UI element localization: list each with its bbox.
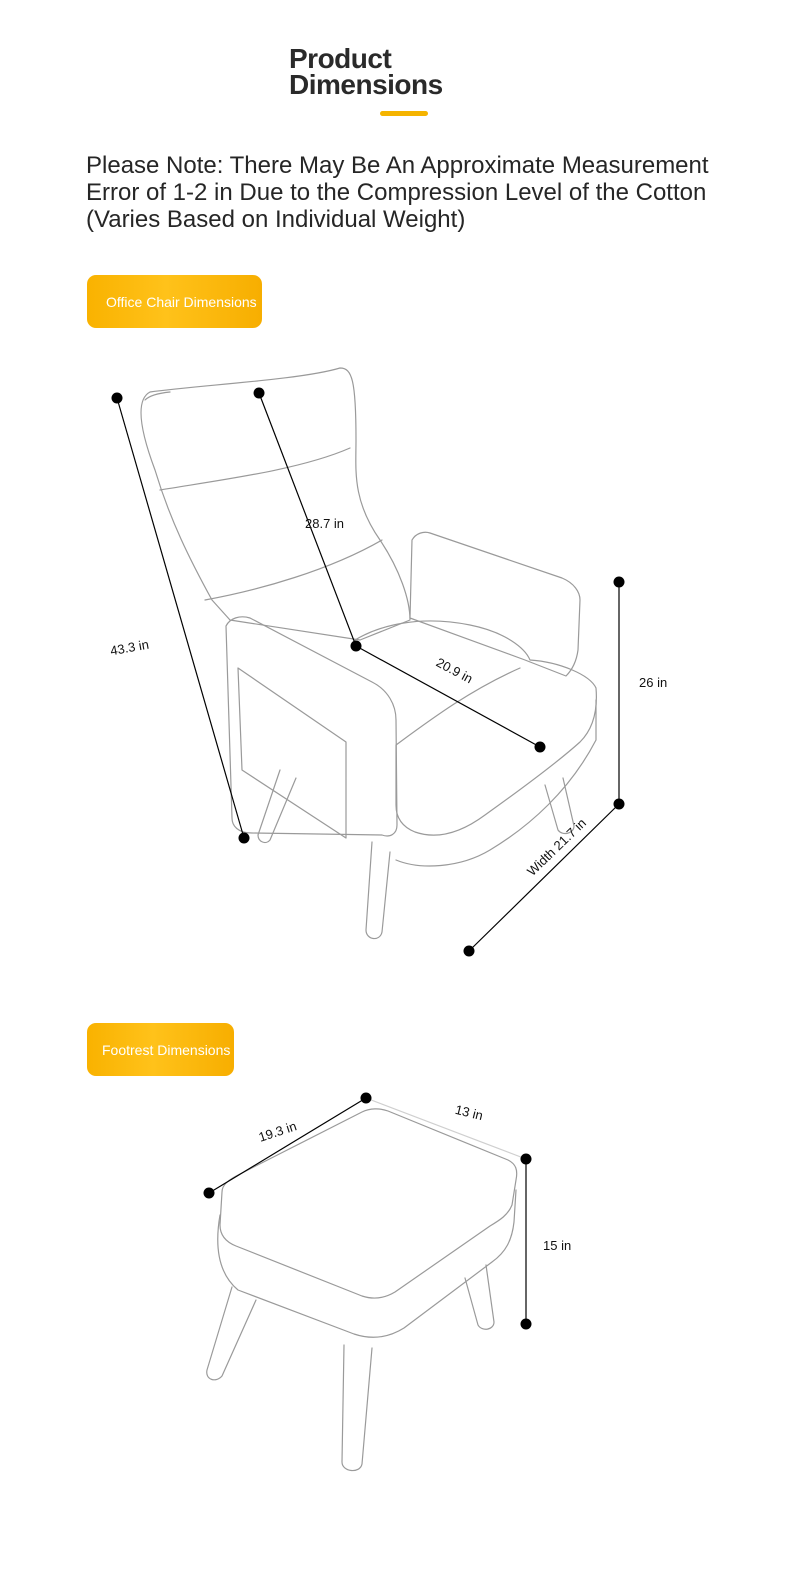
measure-dot — [614, 577, 625, 588]
chair-height-label: 43.3 in — [108, 636, 151, 659]
chair-left-armrest — [226, 617, 397, 836]
measure-dot — [521, 1319, 532, 1330]
chair-height-line — [117, 398, 244, 838]
measure-dot — [614, 799, 625, 810]
chair-seat-label: 20.9 in — [433, 654, 476, 687]
chair-arm-height-label: 26 in — [639, 675, 668, 690]
measure-dot — [254, 388, 265, 399]
measure-dot — [204, 1188, 215, 1199]
footrest-body — [218, 1190, 516, 1337]
measure-dot — [464, 946, 475, 957]
footrest-leg — [207, 1287, 256, 1380]
footrest-depth-line — [366, 1098, 526, 1159]
footrest-height-label: 15 in — [543, 1238, 572, 1253]
measure-dot — [535, 742, 546, 753]
footrest-depth-label: 13 in — [453, 1101, 485, 1124]
chair-backrest-outline — [141, 368, 410, 640]
footrest-section-label: Footrest Dimensions — [102, 1041, 231, 1058]
chair-leg — [258, 770, 296, 842]
chair-right-armrest — [410, 532, 580, 676]
footrest-section-badge — [87, 1023, 234, 1076]
chair-seat — [355, 621, 596, 835]
title-line-1: Product — [289, 43, 392, 74]
measure-dot — [112, 393, 123, 404]
footrest-length-line — [209, 1098, 366, 1193]
chair-leg — [366, 842, 390, 939]
measurement-note: Please Note: There May Be An Approximate Measurement Error of 1-2 in Due to the Compression Level of the Cotton (Varies Based on Individual Weight) — [86, 152, 709, 233]
office-chair-section-label: Office Chair Dimensions — [106, 293, 257, 310]
footrest-length-label: 19.3 in — [256, 1118, 299, 1145]
footrest-leg — [342, 1345, 372, 1471]
footrest-leg — [465, 1265, 494, 1329]
measure-dot — [239, 833, 250, 844]
measure-dot — [361, 1093, 372, 1104]
measure-dot — [351, 641, 362, 652]
chair-width-line — [469, 804, 619, 951]
chair-width-label: Width 21.7 in — [524, 815, 589, 879]
measure-dot — [521, 1154, 532, 1165]
chair-back-label: 28.7 in — [305, 516, 345, 531]
title-line-2: Dimensions — [289, 69, 443, 100]
